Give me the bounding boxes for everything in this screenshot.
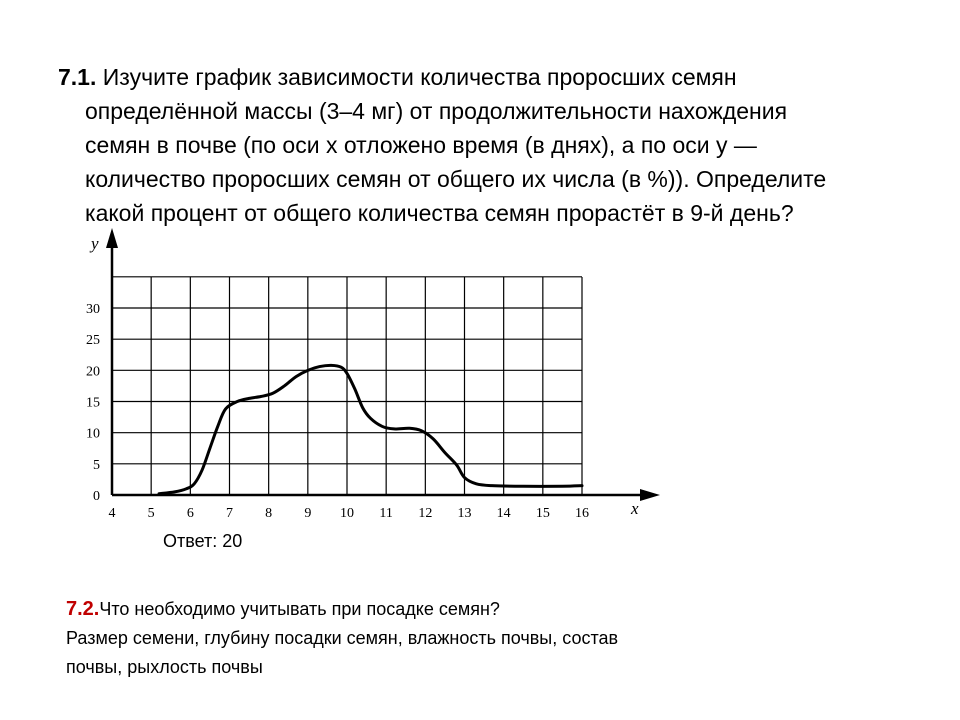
x-tick-label-4: 4 bbox=[108, 506, 116, 521]
question-7-1-line4: количество проросших семян от общего их числа (в %)). Определите bbox=[85, 166, 827, 192]
question-7-2-answer-line2: почвы, рыхлость почвы bbox=[66, 657, 263, 677]
question-7-2-number: 7.2. bbox=[66, 598, 100, 620]
y-tick-label-5: 5 bbox=[93, 457, 100, 473]
chart-tick-labels bbox=[86, 302, 589, 521]
x-axis-arrow bbox=[640, 489, 660, 501]
x-tick-label-13: 13 bbox=[457, 506, 472, 521]
x-axis-label: x bbox=[631, 499, 639, 518]
x-tick-label-7: 7 bbox=[226, 506, 233, 521]
question-7-2-answer-line1: Размер семени, глубину посадки семян, влажность почвы, состав bbox=[66, 628, 619, 648]
question-7-1-text-1: Изучите график зависимости количества проросших семян bbox=[102, 64, 737, 90]
y-tick-label-0: 0 bbox=[93, 489, 100, 504]
x-tick-label-16: 16 bbox=[575, 506, 589, 521]
germination-curve bbox=[159, 365, 582, 493]
y-tick-label-10: 10 bbox=[86, 426, 100, 442]
chart-grid bbox=[112, 277, 582, 495]
x-tick-label-12: 12 bbox=[418, 506, 433, 521]
x-tick-label-5: 5 bbox=[147, 506, 155, 521]
y-tick-label-15: 15 bbox=[86, 395, 100, 411]
x-tick-label-10: 10 bbox=[340, 506, 354, 521]
x-tick-label-14: 14 bbox=[496, 506, 511, 521]
y-tick-label-30: 30 bbox=[86, 302, 100, 317]
question-7-2 bbox=[66, 595, 866, 682]
question-7-1-number: 7.1. bbox=[58, 64, 97, 90]
question-7-1-line3: семян в почве (по оси x отложено время (в днях), а по оси y — bbox=[85, 132, 757, 158]
x-tick-label-9: 9 bbox=[304, 506, 312, 521]
question-7-2-line1 bbox=[66, 595, 866, 624]
question-7-2-text: Что необходимо учитывать при посадке семян? bbox=[99, 599, 500, 619]
x-tick-label-8: 8 bbox=[265, 506, 273, 521]
chart-axes bbox=[106, 228, 660, 501]
x-tick-label-11: 11 bbox=[379, 506, 393, 521]
y-tick-label-20: 20 bbox=[86, 364, 100, 380]
question-7-1-line5: какой процент от общего количества семян прорастёт в 9-й день? bbox=[85, 200, 794, 226]
x-tick-label-15: 15 bbox=[535, 506, 550, 521]
y-axis-label: y bbox=[91, 234, 99, 253]
y-axis-arrow bbox=[106, 228, 118, 248]
question-7-1-line2: определённой массы (3–4 мг) от продолжительности нахождения bbox=[85, 98, 788, 124]
answer-7-1: Ответ: 20 bbox=[163, 531, 243, 551]
x-tick-label-6: 6 bbox=[186, 506, 194, 521]
y-tick-label-25: 25 bbox=[86, 333, 100, 349]
